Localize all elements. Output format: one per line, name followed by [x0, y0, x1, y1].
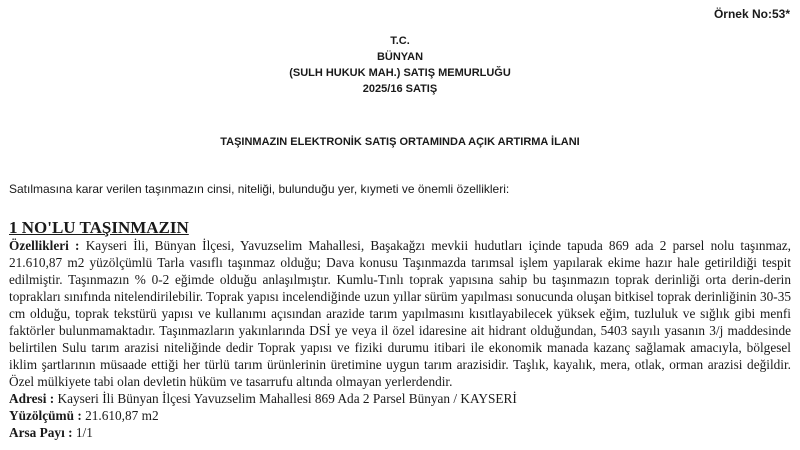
features-label: Özellikleri : [9, 238, 80, 253]
header-line-case-number: 2025/16 SATIŞ [362, 83, 438, 95]
features-text: Kayseri İli, Bünyan İlçesi, Yavuzselim Mahallesi, Başakağzı mevkii hudutları içinde tapuda 869 ada 2 parsel nolu taşınmaz, 21.610,87 m2 yüzölçümlü Tarla vasıflı taşınmaz olduğu; Dava konusu Taşınmazda tarımsal işlem yapılarak ekime hazır hale getirildiği tespit edilmiştir. Taşınmazın % 0-2 eğimde olduğu anlaşılmıştır. Kumlu-Tınlı toprak yapısına sahip bu taşınmazın toprak derinliği orta derin-derin toprakları sınıfında nitelendirilebilir. Toprak yapısı incelendiğinde uzun yıllar sürüm yapılması sonucunda oluşan bitkisel toprak derinliğinin 30-35 cm olduğu, toprak tekstürü yapısı ve kullanımı açısından arazide tarım yapılmasını kısıtlayabilecek yüksek eğim, tuzluluk ve sığlık gibi menfi faktörler bulunmamaktadır. Taşınmazların yakınlarında DSİ ye veya il özel idaresine ait hidrant olduğundan, 5403 sayılı yasanın 3/j maddesinde belirtilen Sulu tarım arazisi niteliğinde dedir Toprak yapısı ve fiziki durumu itibari ile ekonomik manada kazanç sağlamak amacıyla, bölgesel iklim şartlarının müsaade ettiği her türlü tarım ürünlerinin üretimine uygun tarım arazisidir. Taşlık, kayalık, mera, otlak, orman arazisi değildir. Özel mülkiyete tabi olan devletin hüküm ve tasarrufu altında olmayan yerlerdendir. [9, 238, 792, 389]
area-label: Yüzölçümü : [9, 408, 82, 423]
example-number: Örnek No:53* [713, 7, 790, 21]
intro-text: Satılmasına karar verilen taşınmazın cinsi, niteliği, bulunduğu yer, kıymeti ve önemli özellikleri: [9, 182, 510, 196]
address-paragraph [9, 390, 791, 407]
address-label: Adresi : [9, 391, 55, 406]
header-line-district: BÜNYAN [376, 51, 424, 63]
announcement-title: TAŞINMAZIN ELEKTRONİK SATIŞ ORTAMINDA AÇIK ARTIRMA İLANI [220, 136, 580, 148]
property-title: 1 NO'LU TAŞINMAZIN [9, 218, 189, 237]
land-share-paragraph [9, 424, 791, 441]
land-share-text: 1/1 [75, 425, 93, 440]
header-line-office: (SULH HUKUK MAH.) SATIŞ MEMURLUĞU [289, 67, 511, 79]
header-line-tc: T.C. [390, 35, 410, 47]
features-paragraph [9, 237, 791, 390]
address-text: Kayseri İli Bünyan İlçesi Yavuzselim Mahallesi 869 Ada 2 Parsel Bünyan / KAYSERİ [57, 391, 517, 406]
area-text: 21.610,87 m2 [85, 408, 159, 423]
property-details [9, 237, 791, 441]
document-header [0, 33, 800, 97]
area-paragraph [9, 407, 791, 424]
land-share-label: Arsa Payı : [9, 425, 73, 440]
